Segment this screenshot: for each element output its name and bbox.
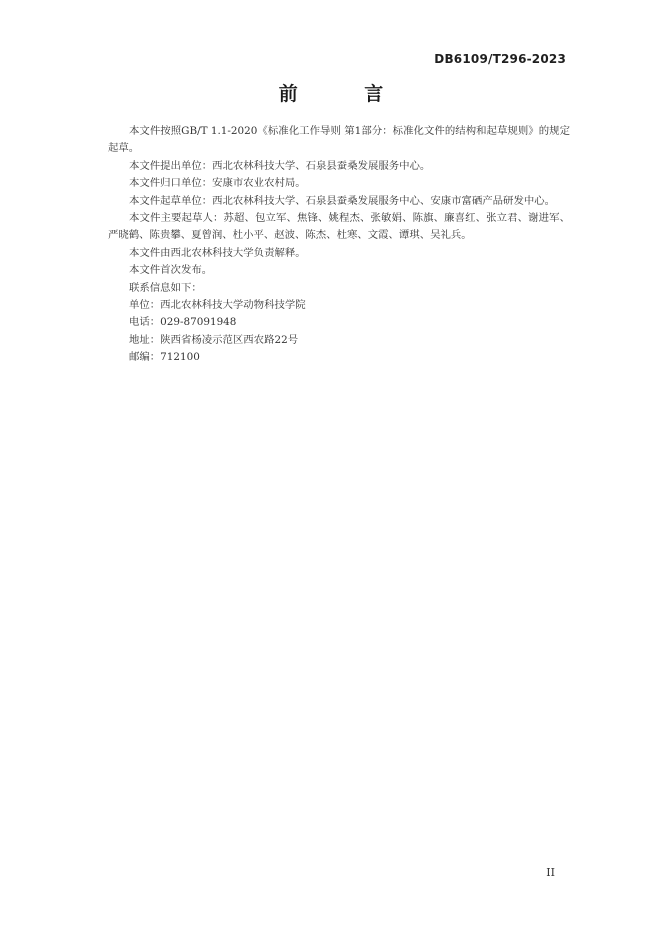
paragraph-interpretation: 本文件由西北农林科技大学负责解释。 <box>129 246 306 259</box>
document-code: DB6109/T296-2023 <box>434 52 566 66</box>
contact-address: 地址：陕西省杨凌示范区西农路22号 <box>129 333 299 346</box>
paragraph-responsible-unit: 本文件归口单位：安康市农业农村局。 <box>129 177 306 190</box>
paragraph-contact-intro: 联系信息如下： <box>129 281 202 294</box>
contact-postcode: 邮编：712100 <box>129 351 200 364</box>
page-number: II <box>546 866 555 879</box>
paragraph-drafters: 本文件主要起草人：苏超、包立军、焦锋、姚程杰、张敏娟、陈旗、廉喜红、张立君、谢进军、严晓鹤、陈贵攀、夏曾润、杜小平、赵波、陈杰、杜寒、文霞、谭琪、吴礼兵。 <box>108 212 570 242</box>
paragraph-proposing-unit: 本文件提出单位：西北农林科技大学、石泉县蚕桑发展服务中心。 <box>129 159 431 172</box>
paragraph-drafting-units: 本文件起草单位：西北农林科技大学、石泉县蚕桑发展服务中心、安康市富硒产品研发中心。 <box>129 194 556 207</box>
paragraph-first-release: 本文件首次发布。 <box>129 264 213 277</box>
paragraph-drafting-basis: 本文件按照GB/T 1.1-2020《标准化工作导则 第1部分：标准化文件的结构和起草规则》的规定起草。 <box>108 125 570 155</box>
contact-phone: 电话：029-87091948 <box>129 316 237 329</box>
page-title: 前 言 <box>278 83 414 105</box>
foreword-body <box>108 123 570 367</box>
contact-unit: 单位：西北农林科技大学动物科技学院 <box>129 299 306 312</box>
